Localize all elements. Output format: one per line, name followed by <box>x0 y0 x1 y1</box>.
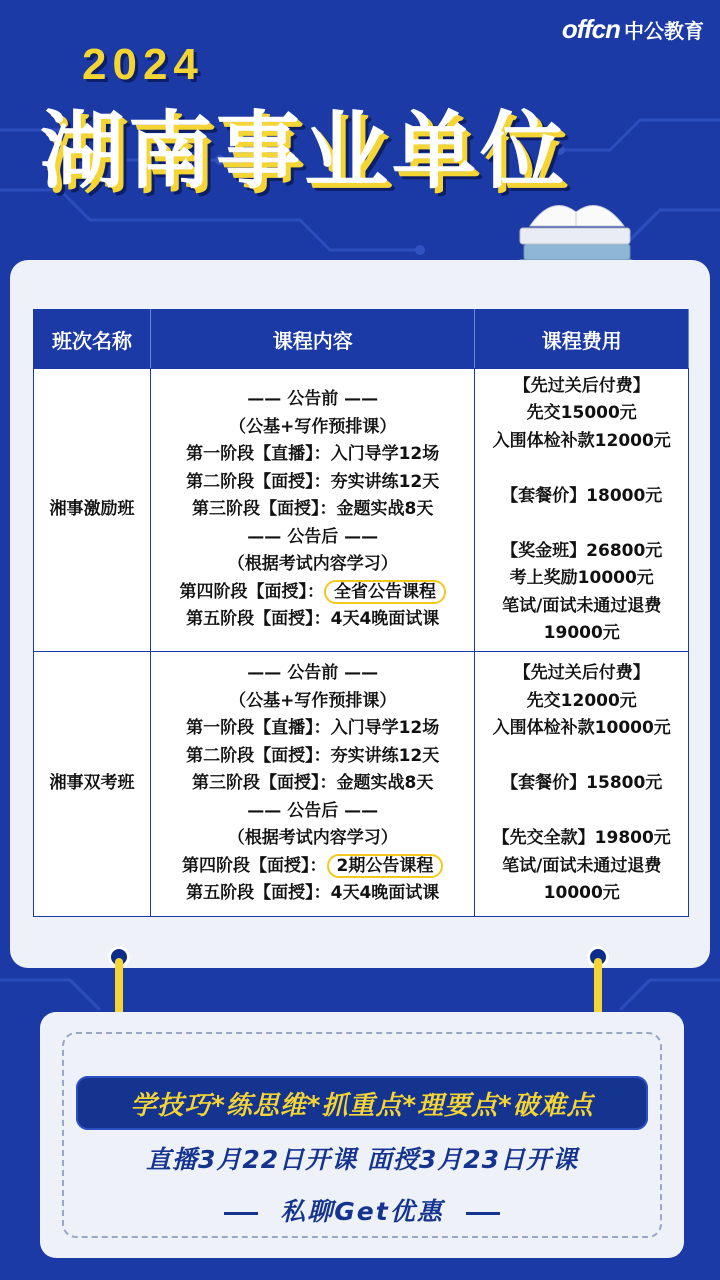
class-name: 湘事激励班 <box>34 369 151 652</box>
spacer <box>475 455 688 483</box>
fee-line: 先交12000元 <box>526 690 637 711</box>
content-line <box>151 853 475 881</box>
content-line: 第二阶段【面授】：夯实讲练12天 <box>186 745 440 766</box>
content-line: 第五阶段【面授】：4天4晚面试课 <box>186 883 440 904</box>
table-header-row <box>34 310 689 369</box>
content-line: （公基+写作预排课） <box>229 690 397 711</box>
course-content <box>150 369 475 652</box>
content-line: —— 公告后 —— <box>247 800 379 821</box>
content-line: 第一阶段【直播】：入门导学12场 <box>186 718 440 739</box>
fee-line: 【先过关后付费】 <box>513 375 650 396</box>
content-line: 第三阶段【面授】：金题实战8天 <box>192 773 434 794</box>
course-fee <box>475 652 689 917</box>
content-line: （根据考试内容学习） <box>227 828 398 849</box>
dash-right <box>466 1212 500 1215</box>
fee-line: 笔试/面试未通过退费 <box>502 595 662 616</box>
fee-line: 【奖金班】26800元 <box>501 540 663 561</box>
stage-label: 第四阶段【面授】： <box>179 581 324 602</box>
fee-line: 入围体检补款12000元 <box>492 430 671 451</box>
highlighted-course: 全省公告课程 <box>324 580 446 604</box>
fee-line: 19000元 <box>543 623 620 643</box>
content-line: 第二阶段【面授】：夯实讲练12天 <box>186 471 440 492</box>
content-line: 第一阶段【直播】：入门导学12场 <box>186 444 440 465</box>
class-name: 湘事双考班 <box>34 652 151 917</box>
content-line: 第三阶段【面授】：金题实战8天 <box>192 499 434 520</box>
spacer <box>475 798 688 826</box>
brand-logo <box>562 14 704 45</box>
contact-text[interactable]: 私聊Get优惠 <box>280 1197 444 1226</box>
fee-line: 10000元 <box>543 883 620 904</box>
header-course-fee: 课程费用 <box>475 310 689 369</box>
content-line: （公基+写作预排课） <box>229 416 397 437</box>
offcn-logo-icon: offcn <box>561 14 620 44</box>
fee-line: 笔试/面试未通过退费 <box>502 855 662 876</box>
spacer <box>475 510 688 538</box>
fee-line: 先交15000元 <box>526 403 637 423</box>
header-class-name: 班次名称 <box>34 310 151 369</box>
schedule-text: 直播3月22日开课 面授3月23日开课 <box>145 1145 579 1174</box>
content-line: 第五阶段【面授】：4天4晚面试课 <box>186 609 440 630</box>
fee-line: 【先交全款】19800元 <box>492 828 671 849</box>
content-line: —— 公告前 —— <box>247 389 379 410</box>
fee-line: 【套餐价】18000元 <box>501 485 663 506</box>
slogan-banner: 学技巧*练思维*抓重点*理要点*破难点 <box>76 1076 648 1130</box>
stage-label: 第四阶段【面授】： <box>182 855 327 876</box>
content-line: —— 公告后 —— <box>247 526 379 547</box>
contact-line <box>62 1192 662 1228</box>
year-label: 2024 <box>82 40 204 89</box>
table-row <box>34 652 689 917</box>
table-row <box>34 369 689 652</box>
spacer <box>475 743 688 771</box>
dash-left <box>224 1212 258 1215</box>
content-line <box>151 579 475 607</box>
highlighted-course: 2期公告课程 <box>327 854 444 878</box>
header-course-content: 课程内容 <box>150 310 475 369</box>
course-content <box>150 652 475 917</box>
fee-line: 【先过关后付费】 <box>513 663 650 684</box>
fee-line: 【套餐价】15800元 <box>501 773 663 794</box>
content-line: —— 公告前 —— <box>247 663 379 684</box>
course-table <box>33 309 689 917</box>
fee-line: 考上奖励10000元 <box>509 568 654 588</box>
course-fee <box>475 369 689 652</box>
content-line: （根据考试内容学习） <box>227 554 398 575</box>
brand-name: 中公教育 <box>624 19 704 43</box>
page-title: 湖南事业单位 <box>40 102 569 200</box>
fee-line: 入围体检补款10000元 <box>492 718 671 739</box>
